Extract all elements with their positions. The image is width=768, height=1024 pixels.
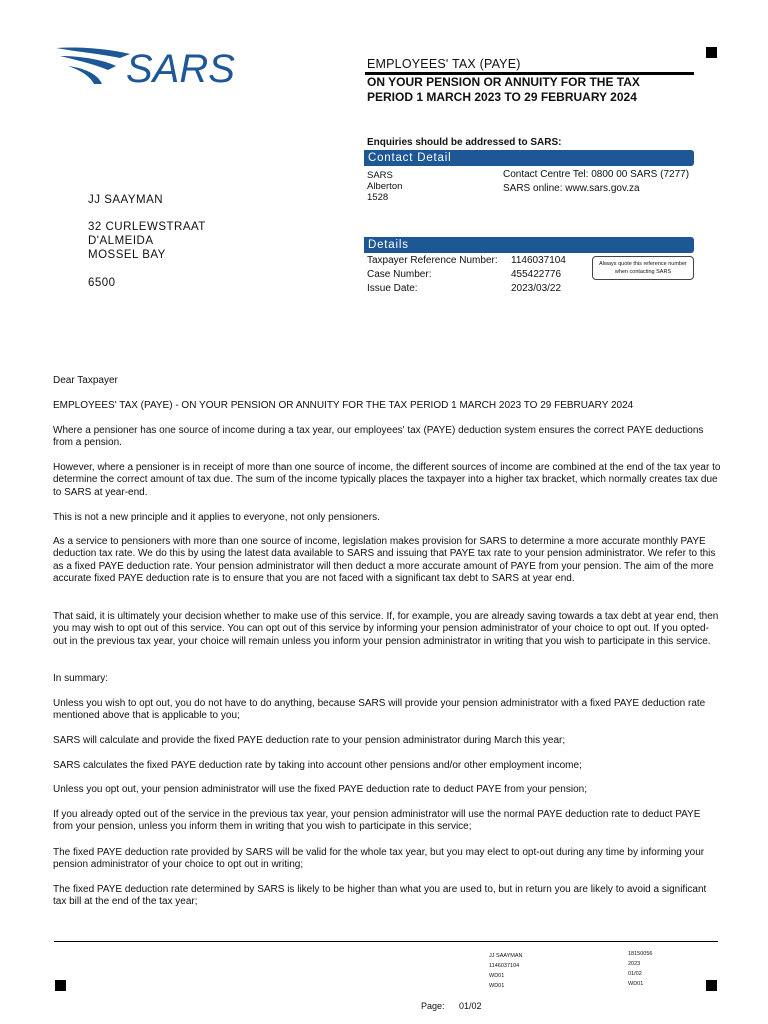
footer-page: 01/02 <box>628 971 642 977</box>
summary-heading: In summary: <box>53 673 109 684</box>
summary-item: The fixed PAYE deduction rate determined by SARS is likely to be higher than what you are used to, but in return you are likely to avoid a significant tax bill at the end of the tax year; <box>53 884 707 908</box>
footer-code: WD01 <box>628 981 644 987</box>
issue-date-value: 2023/03/22 <box>511 283 562 294</box>
sars-office-city: Alberton <box>367 181 403 192</box>
summary-item: SARS calculates the fixed PAYE deduction rate by taking into account other pensions and/or other employment income; <box>53 760 582 771</box>
issue-date-label: Issue Date: <box>367 283 418 294</box>
footer-year: 2023 <box>628 961 641 967</box>
sars-office-code: 1528 <box>367 192 389 203</box>
summary-item: The fixed PAYE deduction rate provided by SARS will be valid for the whole tax year, but you may elect to opt-out during any time by informing your pension administrator of your choice to opt out in writing; <box>53 847 705 871</box>
paragraph: However, where a pensioner is in receipt of more than one source of income, the different sources of income are combined at the end of the tax year to determine the correct amount of tax due. The sum of the income typically places the taxpayer into a higher tax bracket, which normally creates tax due to SARS at year-end. <box>53 462 721 498</box>
recipient-name: JJ SAAYMAN <box>88 194 164 206</box>
document-subtitle-line2: PERIOD 1 MARCH 2023 TO 29 FEBRUARY 2024 <box>367 90 637 104</box>
contact-detail-heading: Contact Detail <box>364 150 694 166</box>
address-line-suburb: D'ALMEIDA <box>88 235 154 247</box>
sars-office-name: SARS <box>367 170 393 181</box>
registration-mark-bottom-left <box>55 980 66 991</box>
footer-document-id: 18150056 <box>628 951 653 957</box>
summary-item: SARS will calculate and provide the fixed PAYE deduction rate to your pension administrator during March this year; <box>53 735 566 746</box>
registration-mark-top-right <box>706 47 717 58</box>
details-heading: Details <box>364 237 694 253</box>
footer-rule <box>54 941 718 942</box>
summary-item: If you already opted out of the service in the previous tax year, your pension administrator will use the normal PAYE deduction rate to deduct PAYE from your pension, unless you inform them in writing that you wish to participate in this service; <box>53 809 701 833</box>
footer-name: JJ SAAYMAN <box>489 953 523 959</box>
case-number-label: Case Number: <box>367 269 432 280</box>
taxpayer-reference-label: Taxpayer Reference Number: <box>367 255 498 266</box>
postal-code: 6500 <box>88 277 116 289</box>
page-label: Page: <box>421 1001 445 1011</box>
document-type-title: EMPLOYEES' TAX (PAYE) <box>367 57 521 71</box>
svg-text:SARS: SARS <box>126 47 235 88</box>
footer-code: WD01 <box>489 973 505 979</box>
summary-item: Unless you opt out, your pension administrator will use the fixed PAYE deduction rate to deduct PAYE from your pension; <box>53 784 587 795</box>
case-number-value: 455422776 <box>511 269 562 280</box>
footer-reference: 1146037104 <box>489 963 520 969</box>
address-line-town: MOSSEL BAY <box>88 249 166 261</box>
document-subtitle-line1: ON YOUR PENSION OR ANNUITY FOR THE TAX <box>367 75 640 89</box>
quote-reference-note: Always quote this reference number when contacting SARS <box>592 256 694 280</box>
registration-mark-bottom-right <box>706 980 717 991</box>
contact-centre-tel: Contact Centre Tel: 0800 00 SARS (7277) <box>503 169 690 180</box>
summary-item: Unless you wish to opt out, you do not have to do anything, because SARS will provide your pension administrator with a fixed PAYE deduction rate mentioned above that is applicable to you; <box>53 698 706 722</box>
paragraph: Where a pensioner has one source of income during a tax year, our employees' tax (PAYE) deduction system ensures the correct PAYE deductions from a pension. <box>53 425 704 449</box>
paragraph: This is not a new principle and it applies to everyone, not only pensioners. <box>53 512 380 523</box>
sars-online: SARS online: www.sars.gov.za <box>503 183 640 194</box>
taxpayer-reference-value: 1146037104 <box>511 255 566 266</box>
letter-subject: EMPLOYEES' TAX (PAYE) - ON YOUR PENSION OR ANNUITY FOR THE TAX PERIOD 1 MARCH 2023 TO 29 FEBRUARY 2024 <box>53 400 634 411</box>
sars-logo <box>54 44 254 88</box>
address-line-street: 32 CURLEWSTRAAT <box>88 221 206 233</box>
enquiries-label: Enquiries should be addressed to SARS: <box>367 137 562 148</box>
salutation: Dear Taxpayer <box>53 375 118 386</box>
page-number: 01/02 <box>459 1001 482 1011</box>
paragraph: That said, it is ultimately your decision whether to make use of this service. If, for example, you are already saving towards a tax debt at year end, then you may wish to opt out of this service. You can opt out of this service by informing your pension administrator of your choice to opt out. If you opted-out in the previous tax year, your choice will remain unless you inform your pension administrator in writing that you wish to participate in this service. <box>53 611 719 647</box>
footer-code: WD01 <box>489 983 505 989</box>
paragraph: As a service to pensioners with more than one source of income, legislation makes provision for SARS to determine a more accurate monthly PAYE deduction tax rate. We do this by using the latest data available to SARS and issuing that PAYE tax rate to your pension administrator. We refer to this as a fixed PAYE deduction rate. Your pension administrator will then deduct a more accurate amount of PAYE from your pension. The aim of the more accurate fixed PAYE deduction rate is to ensure that you are not faced with a significant tax debt to SARS at year end. <box>53 536 716 585</box>
